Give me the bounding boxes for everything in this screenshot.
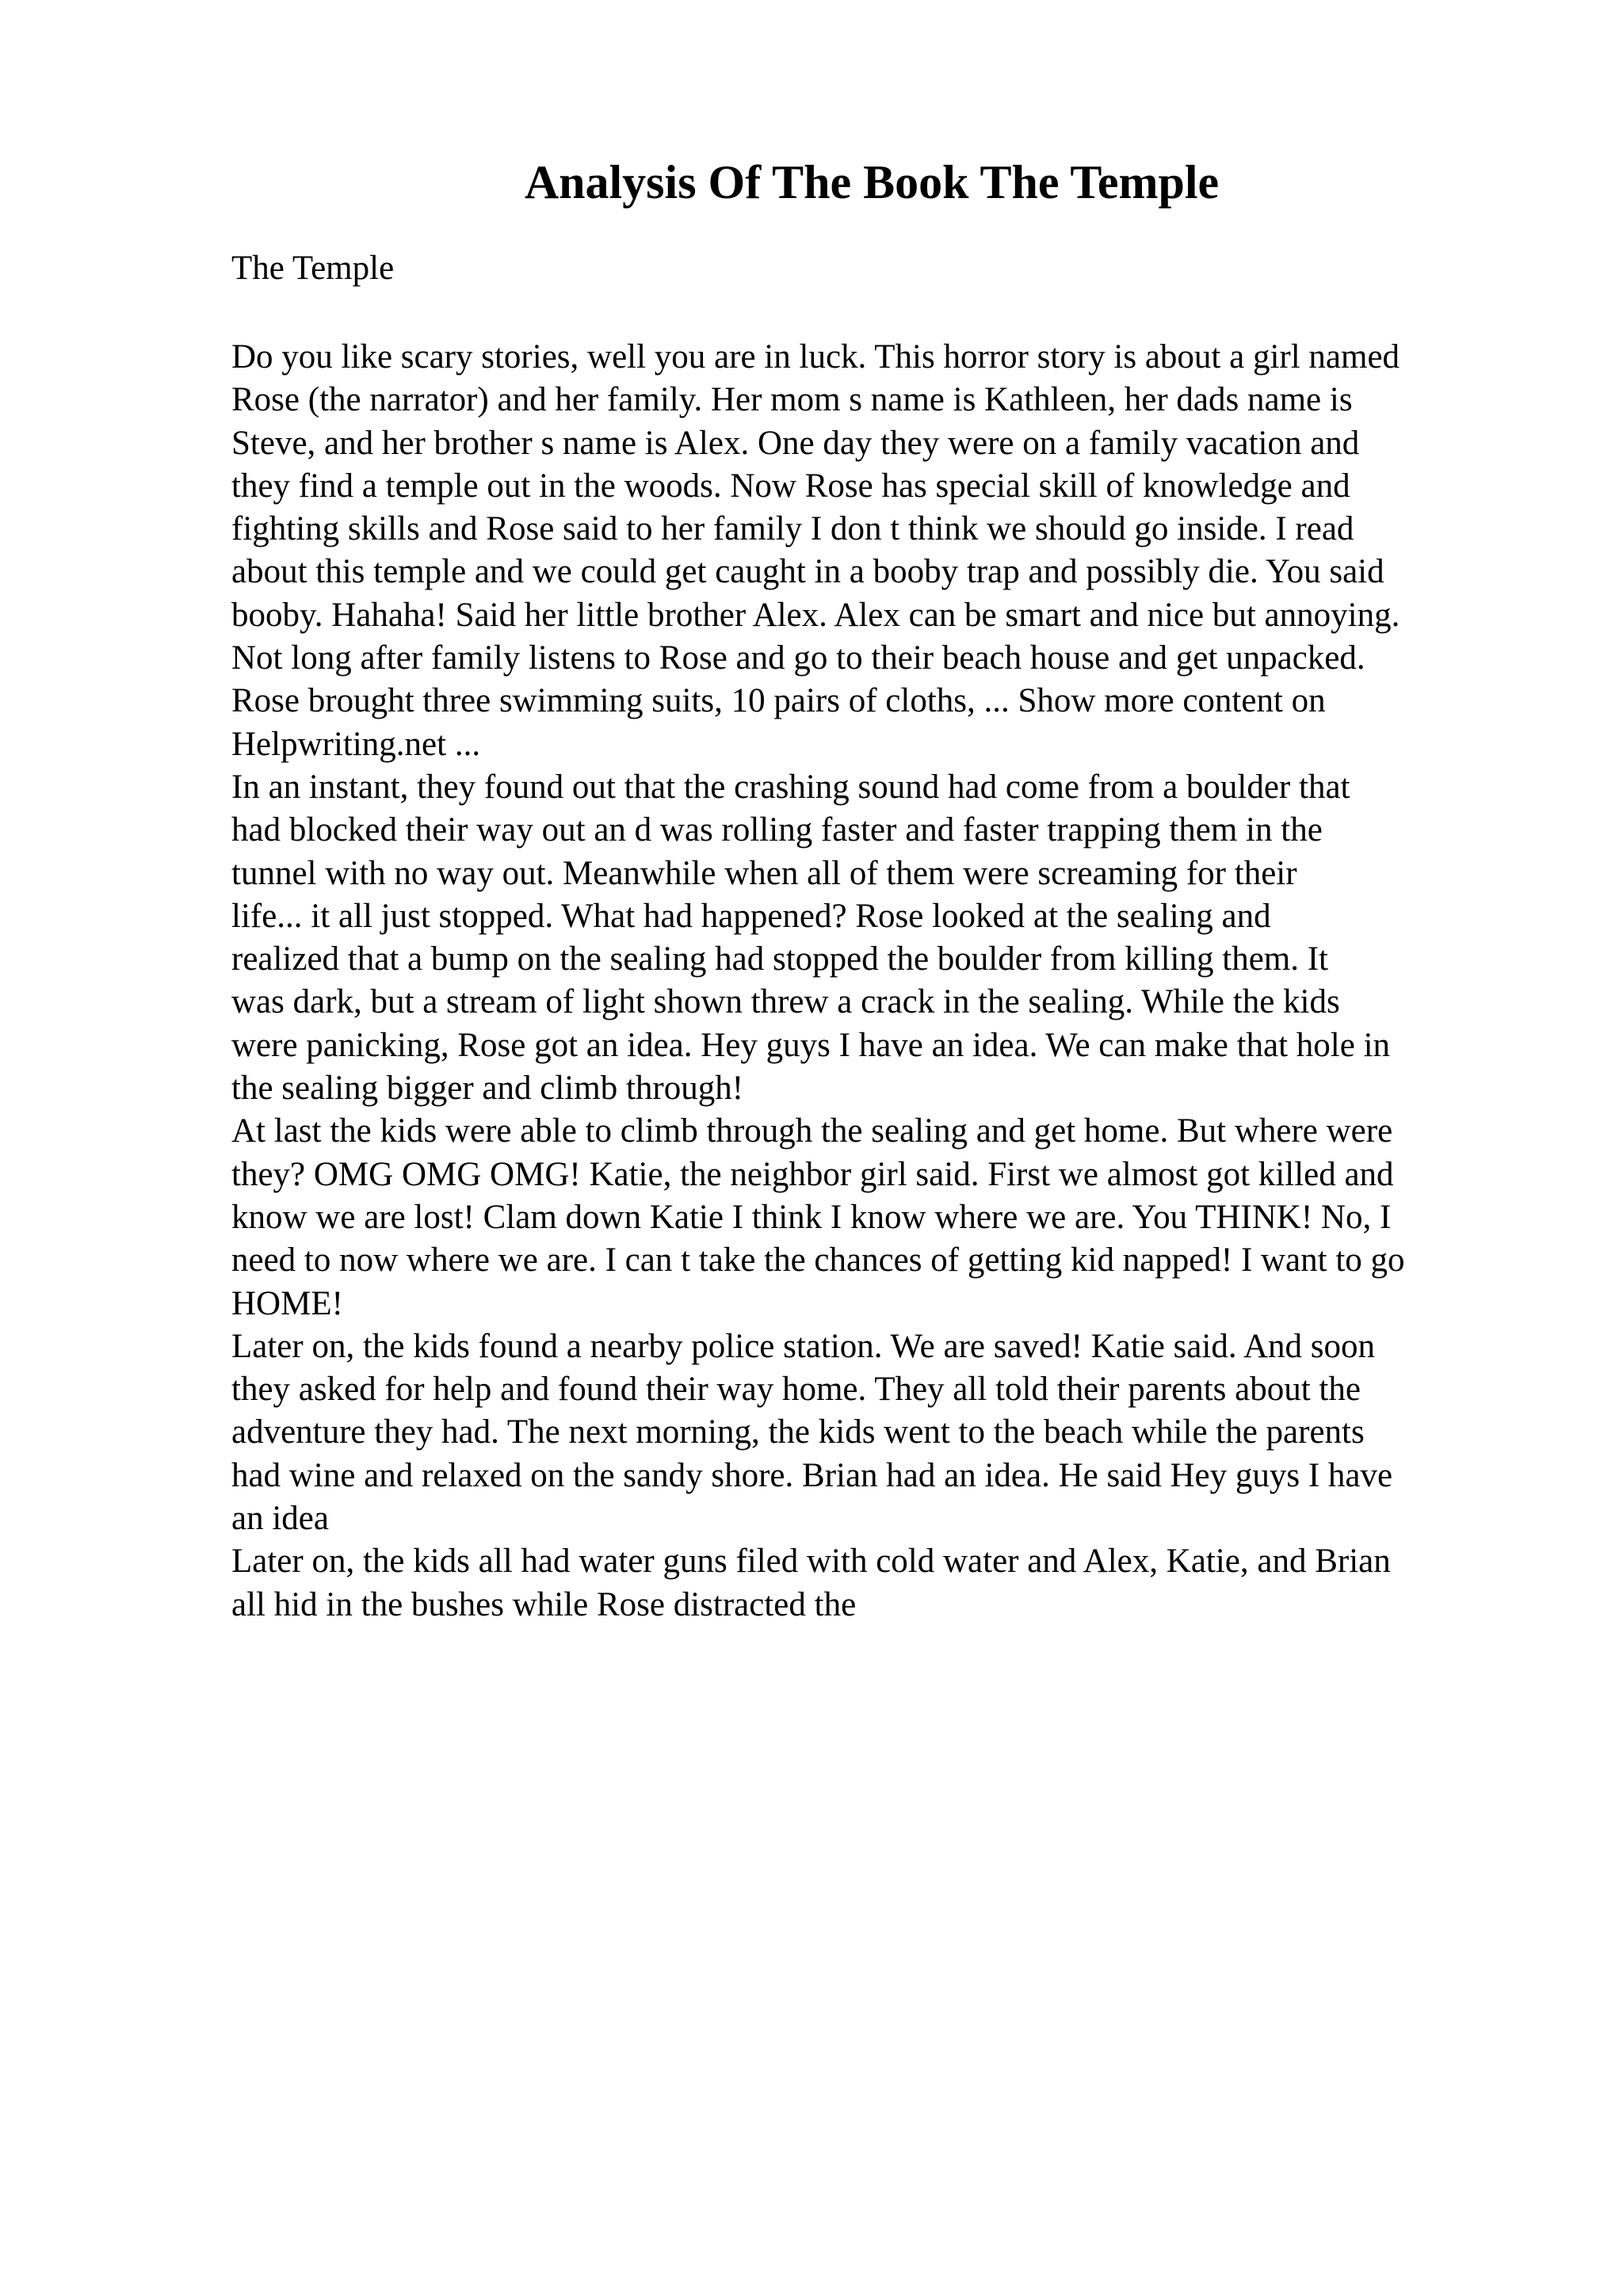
body-text-line: HOME! <box>231 1284 343 1322</box>
body-text-line: Later on, the kids found a nearby police station. We are saved! Katie said. And soon <box>231 1327 1375 1365</box>
body-text-line: they asked for help and found their way home. They all told their parents about the <box>231 1371 1361 1409</box>
body-text-line: were panicking, Rose got an idea. Hey guys I have an idea. We can make that hole in <box>231 1026 1391 1064</box>
body-text-line: know we are lost! Clam down Katie I think I know where we are. You THINK! No, I <box>231 1198 1392 1236</box>
body-text-line: an idea <box>231 1500 329 1538</box>
body-text-line: adventure they had. The next morning, the kids went to the beach while the parents <box>231 1413 1365 1451</box>
body-text-line: Do you like scary stories, well you are in luck. This horror story is about a girl named <box>231 338 1400 376</box>
document-body <box>231 336 1594 1627</box>
body-text-line: Rose (the narrator) and her family. Her mom s name is Kathleen, her dads name is <box>231 381 1353 419</box>
body-text-line: Later on, the kids all had water guns filed with cold water and Alex, Katie, and Brian <box>231 1543 1391 1581</box>
body-text-line: they? OMG OMG OMG! Katie, the neighbor girl said. First we almost got killed and <box>231 1155 1394 1193</box>
body-text-line: At last the kids were able to climb through the sealing and get home. But where were <box>231 1112 1393 1150</box>
body-text-line: was dark, but a stream of light shown threw a crack in the sealing. While the kids <box>231 983 1340 1021</box>
body-text-line: all hid in the bushes while Rose distracted the <box>231 1585 857 1623</box>
body-text-line: need to now where we are. I can t take the chances of getting kid napped! I want to go <box>231 1241 1405 1280</box>
body-text-line: Rose brought three swimming suits, 10 pairs of cloths, ... Show more content on <box>231 682 1326 720</box>
body-text-line: they find a temple out in the woods. Now Rose has special skill of knowledge and <box>231 467 1350 505</box>
body-text-line: Steve, and her brother s name is Alex. One day they were on a family vacation and <box>231 424 1360 462</box>
body-text-line: In an instant, they found out that the crashing sound had come from a boulder that <box>231 768 1350 806</box>
body-text-line: the sealing bigger and climb through! <box>231 1070 744 1108</box>
body-text-line: Helpwriting.net ... <box>231 725 481 763</box>
body-text-line: realized that a bump on the sealing had stopped the boulder from killing them. It <box>231 940 1328 978</box>
body-text-line: had wine and relaxed on the sandy shore. Brian had an idea. He said Hey guys I have <box>231 1456 1393 1494</box>
document-title: Analysis Of The Book The Temple <box>524 156 1220 208</box>
body-text-line: life... it all just stopped. What had happened? Rose looked at the sealing and <box>231 897 1271 935</box>
body-text-line: about this temple and we could get caught in a booby trap and possibly die. You said <box>231 553 1384 591</box>
body-text-line: booby. Hahaha! Said her little brother Alex. Alex can be smart and nice but annoying. <box>231 596 1400 634</box>
body-text-line: Not long after family listens to Rose and go to their beach house and get unpacked. <box>231 639 1365 677</box>
document-subtitle: The Temple <box>231 250 395 287</box>
body-text-line: fighting skills and Rose said to her family I don t think we should go inside. I read <box>231 510 1354 548</box>
body-text-line: had blocked their way out an d was rolling faster and faster trapping them in the <box>231 811 1323 849</box>
body-text-line: tunnel with no way out. Meanwhile when all of them were screaming for their <box>231 854 1297 892</box>
